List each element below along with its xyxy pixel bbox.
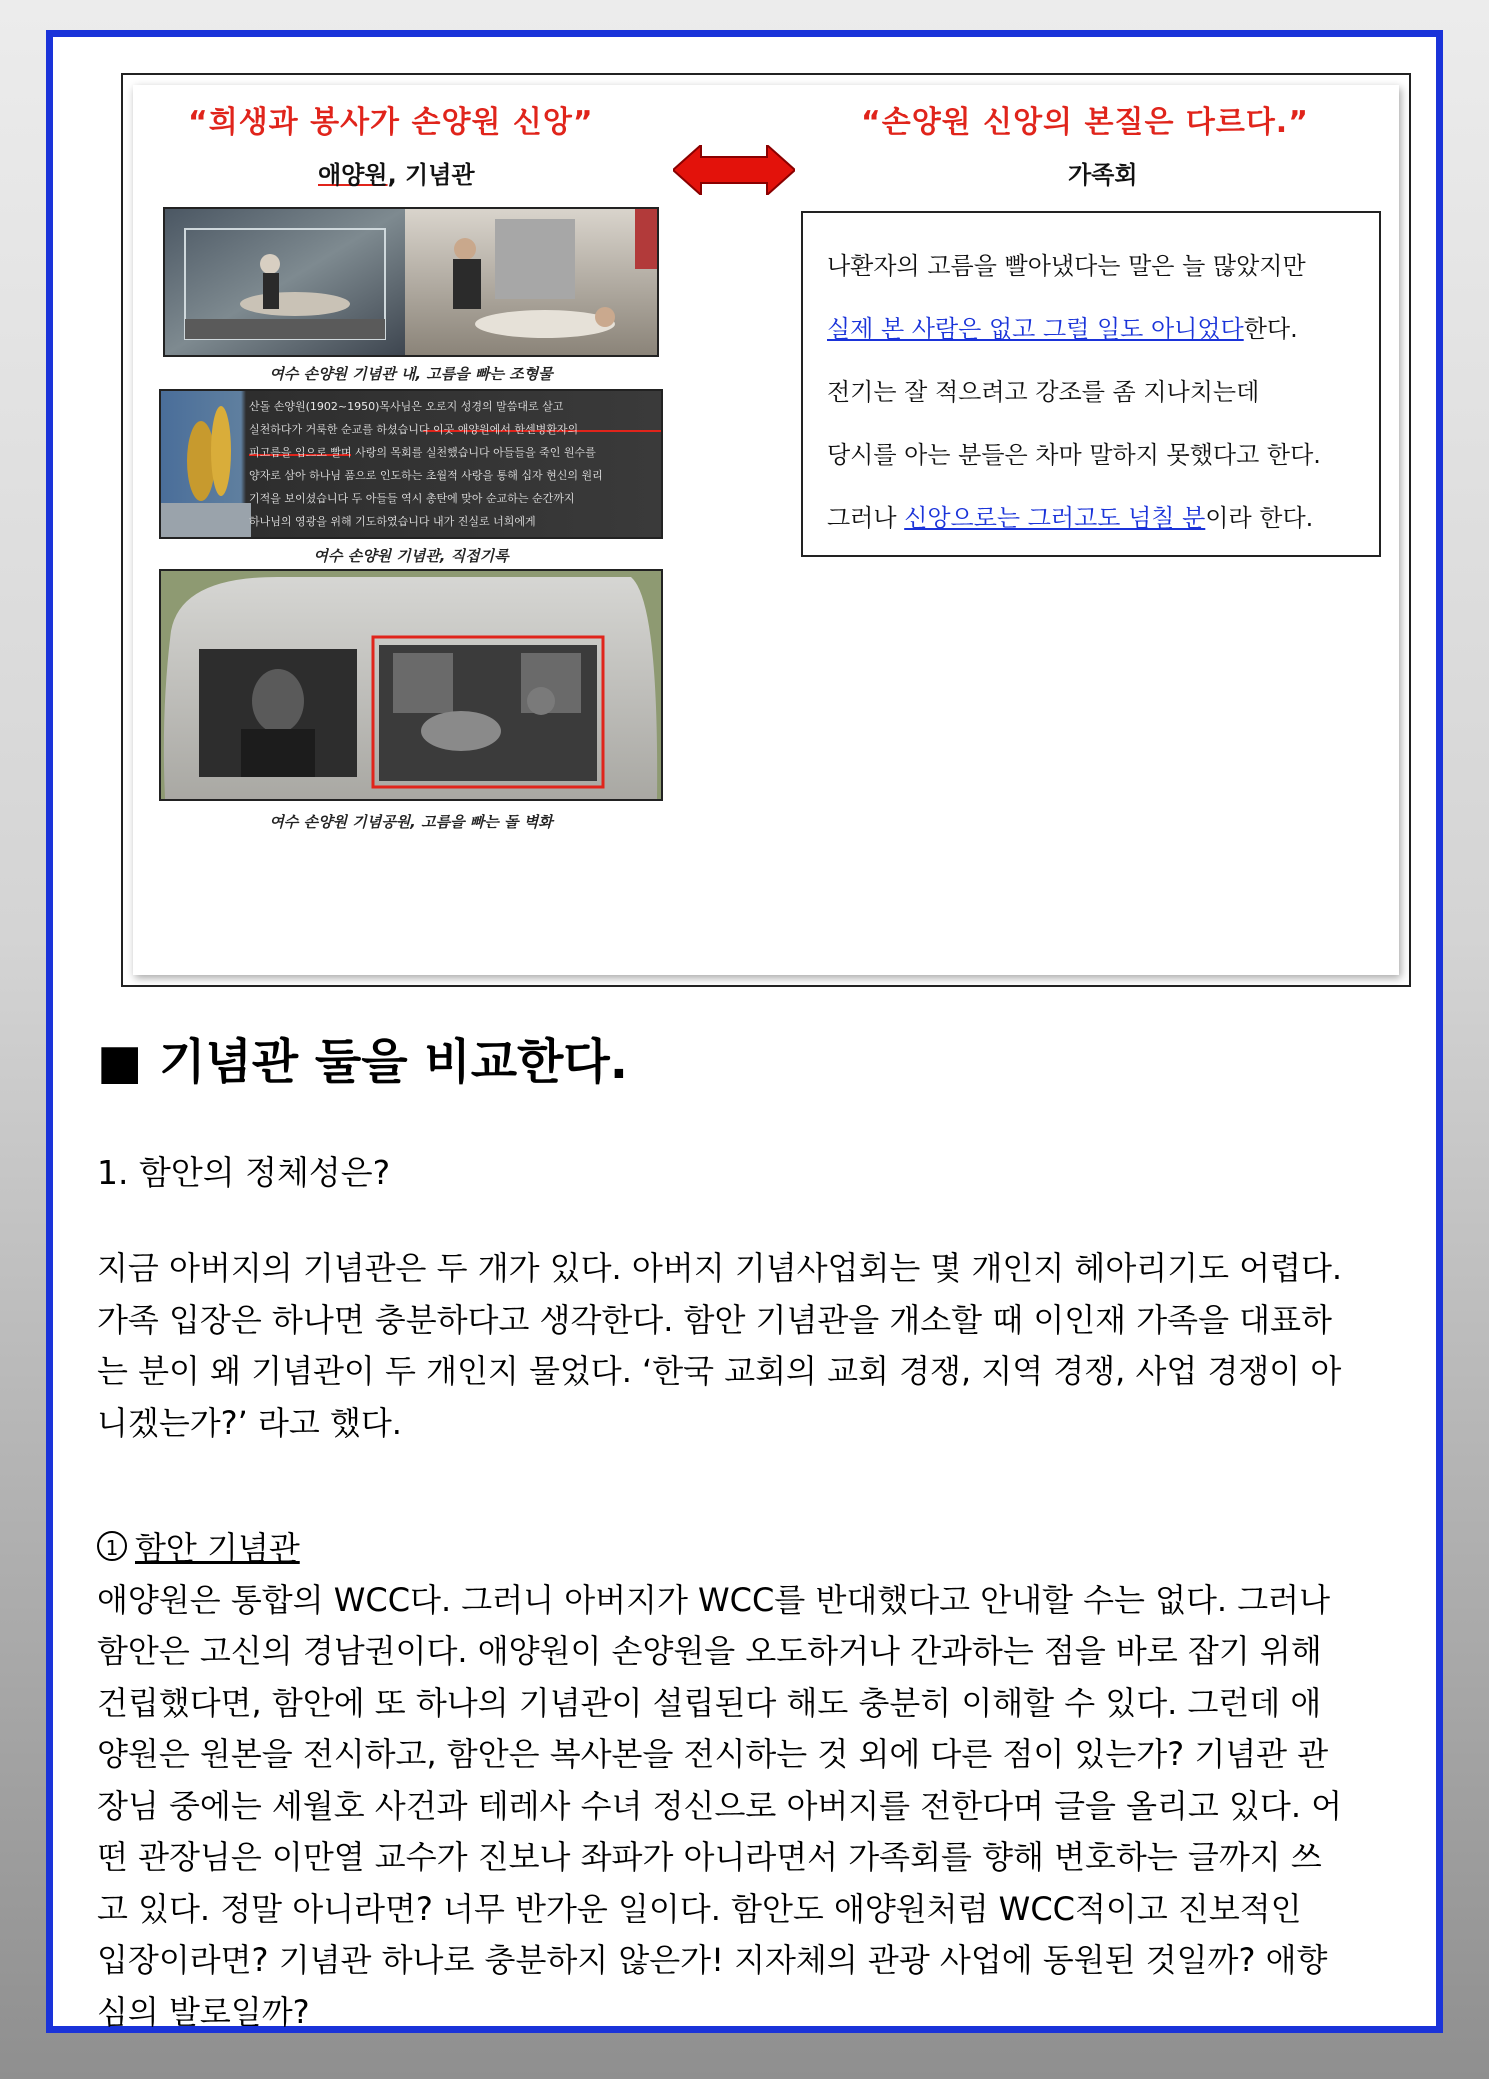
quote-line-2 [827,298,1355,361]
quote-line-1: 나환자의 고름을 빨아냈다는 말은 늘 많았지만 [827,252,1306,280]
quote-line-5-tail: 이라 한다. [1205,504,1314,532]
sculpture-diorama-image [165,209,657,355]
quote-line-5 [827,487,1355,550]
quote-line-4: 당시를 아는 분들은 차마 말하지 못했다고 한다. [827,441,1321,469]
caption-sculpture: 여수 손양원 기념관 내, 고름을 빠는 조형물 [269,365,553,383]
inscription-line: 산돌 손양원(1902~1950)목사님은 오로지 성경의 말씀대로 살고 [249,400,564,413]
paragraph-line: 애양원은 통합의 WCC다. 그러니 아버지가 WCC를 반대했다고 안내할 수는 없다. 그러나 [97,1580,1330,1619]
paragraph-line: 함안은 고신의 경남권이다. 애양원이 손양원을 오도하거나 간과하는 점을 바로 잡기 위해 [97,1632,1322,1670]
photo-memorial-inscription [159,389,663,539]
quote-line-5-head: 그러나 [827,504,905,532]
memorial-inscription-text [249,395,603,533]
inscription-line: 양자로 삼아 하나님 품으로 인도하는 초월적 사랑을 통해 십자 현신의 원리 [249,469,603,482]
question-title: 1. 함안의 정체성은? [97,1153,391,1192]
right-subheading: 가족회 [1068,161,1138,189]
comparison-panel [121,73,1411,987]
paragraph-line: 떤 관장님은 이만열 교수가 진보나 좌파가 아니라면서 가족회를 향해 변호하는 글까지 쓰 [97,1838,1322,1876]
photo-sculpture-diorama [163,207,659,357]
paragraph-line: 입장이라면? 기념관 하나로 충분하지 않은가! 지자체의 관광 사업에 동원된 것일까? 애향 [97,1941,1328,1979]
left-subheading-underlined: 애양원 [318,161,388,189]
inscription-line: 하나님의 영광을 위해 기도하였습니다 내가 진실로 너희에게 [249,515,536,528]
section-title: ■ 기념관 둘을 비교한다. [97,1034,629,1090]
left-subheading [318,155,475,190]
inscription-line: 기적을 보이셨습니다 두 아들들 역시 총탄에 맞아 순교하는 순간까지 [249,492,575,505]
paragraph-line: 양원은 원본을 전시하고, 함안은 복사본을 전시하는 것 외에 다른 점이 있는가? 기념관 관 [97,1735,1329,1773]
right-quote-heading: “손양원 신앙의 본질은 다르다.” [861,105,1309,140]
double-arrow-icon [673,145,795,195]
inscription-line: 실천하다가 거룩한 순교를 하셨습니다 이곳 애양원에서 한센병환자의 [249,423,579,436]
caption-inscription: 여수 손양원 기념관, 직접기록 [313,547,509,565]
subsection-title: 함안 기념관 [135,1529,300,1567]
quote-link-1[interactable]: 실제 본 사람은 없고 그럴 일도 아니었다 [827,315,1244,343]
family-quote-box [801,211,1381,557]
page-frame [46,30,1443,2033]
paragraph-line: 지금 아버지의 기념관은 두 개가 있다. 아버지 기념사업회는 몇 개인지 헤아리기도 어렵다. [97,1249,1343,1287]
paragraph-intro [97,1243,1342,1449]
paragraph-line: 는 분이 왜 기념관이 두 개인지 물었다. ‘한국 교회의 교회 경쟁, 지역 경쟁, 사업 경쟁이 아 [97,1352,1342,1390]
paragraph-line: 건립했다면, 함안에 또 하나의 기념관이 설립된다 해도 충분히 이해할 수 있다. 그런데 애 [97,1683,1322,1722]
comparison-panel-inner [133,85,1399,975]
paragraph-haman [97,1523,1342,2038]
photo-stone-mural [159,569,663,801]
quote-line-2-tail: 한다. [1243,315,1298,343]
inscription-line: 피고름을 입으로 빨며 사랑의 목회를 실천했습니다 아들들을 죽인 원수를 [249,446,596,459]
paragraph-line: 가족 입장은 하나면 충분하다고 생각한다. 함안 기념관을 개소할 때 이인재 가족을 대표하 [97,1300,1332,1339]
left-subheading-rest: , 기념관 [387,161,475,189]
caption-stone-mural: 여수 손양원 기념공원, 고름을 빠는 돌 벽화 [269,813,553,831]
paragraph-line: 장님 중에는 세월호 사건과 테레사 수녀 정신으로 아버지를 전한다며 글을 올리고 있다. 어 [97,1786,1343,1825]
subsection-heading [97,1523,1342,1575]
paragraph-line: 심의 발로일까? [97,1992,310,2031]
quote-line-3: 전기는 잘 적으려고 강조를 좀 지나치는데 [827,378,1260,406]
stone-mural-image [161,571,661,799]
left-quote-heading: “희생과 봉사가 손양원 신앙” [188,105,594,140]
paragraph-line: 니겠는가?’ 라고 했다. [97,1403,402,1442]
circle-number-icon: 1 [97,1531,127,1561]
paragraph-line: 고 있다. 정말 아니라면? 너무 반가운 일이다. 함안도 애양원처럼 WCC적이고 진보적인 [97,1889,1302,1928]
quote-link-2[interactable]: 신앙으로는 그러고도 넘칠 분 [904,504,1206,532]
